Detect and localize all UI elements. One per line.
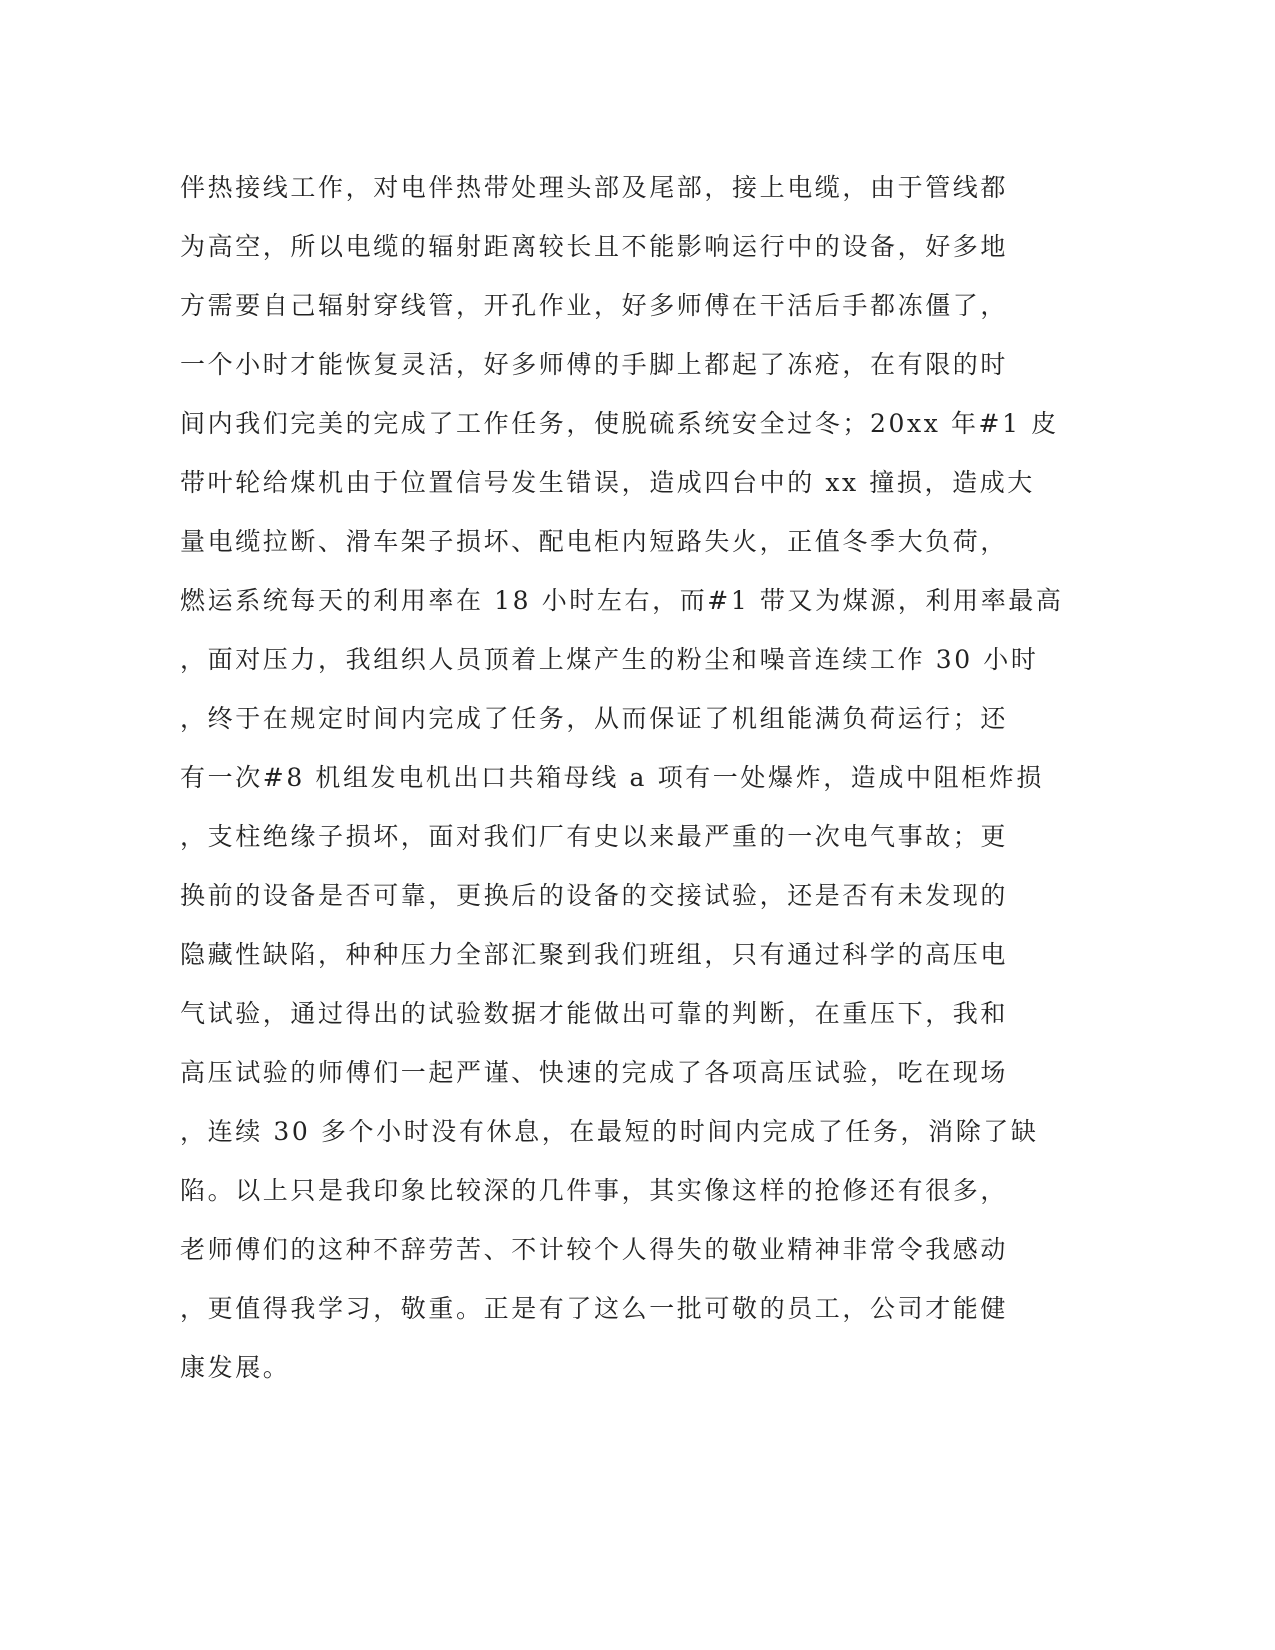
text-line: ，终于在规定时间内完成了任务，从而保证了机组能满负荷运行；还 — [180, 704, 1009, 733]
text-line: 间内我们完美的完成了工作任务，使脱硫系统安全过冬；20xx 年#1 皮 — [180, 409, 1059, 438]
text-line: 带叶轮给煤机由于位置信号发生错误，造成四台中的 xx 撞损，造成大 — [180, 468, 1035, 497]
text-line: 康发展。 — [180, 1353, 291, 1382]
text-line: 一个小时才能恢复灵活，好多师傅的手脚上都起了冻疮，在有限的时 — [180, 350, 1009, 379]
text-line: ，更值得我学习，敬重。正是有了这么一批可敬的员工，公司才能健 — [180, 1294, 1009, 1323]
text-line: 老师傅们的这种不辞劳苦、不计较个人得失的敬业精神非常令我感动 — [180, 1235, 1009, 1264]
text-line: ，连续 30 多个小时没有休息，在最短的时间内完成了任务，消除了缺 — [180, 1117, 1039, 1146]
body-text — [180, 158, 1064, 1397]
text-line: 方需要自己辐射穿线管，开孔作业，好多师傅在干活后手都冻僵了， — [180, 291, 1009, 320]
text-line: 陷。以上只是我印象比较深的几件事，其实像这样的抢修还有很多， — [180, 1176, 1009, 1205]
text-line: 换前的设备是否可靠，更换后的设备的交接试验，还是否有未发现的 — [180, 881, 1009, 910]
text-line: 燃运系统每天的利用率在 18 小时左右，而#1 带又为煤源，利用率最高 — [180, 586, 1064, 615]
text-line: ，支柱绝缘子损坏，面对我们厂有史以来最严重的一次电气事故；更 — [180, 822, 1009, 851]
text-line: ，面对压力，我组织人员顶着上煤产生的粉尘和噪音连续工作 30 小时 — [180, 645, 1039, 674]
text-line: 隐藏性缺陷，种种压力全部汇聚到我们班组，只有通过科学的高压电 — [180, 940, 1009, 969]
text-line: 有一次#8 机组发电机出口共箱母线 a 项有一处爆炸，造成中阻柜炸损 — [180, 763, 1045, 792]
text-line: 为高空，所以电缆的辐射距离较长且不能影响运行中的设备，好多地 — [180, 232, 1009, 261]
text-line: 高压试验的师傅们一起严谨、快速的完成了各项高压试验，吃在现场 — [180, 1058, 1009, 1087]
text-line: 量电缆拉断、滑车架子损坏、配电柜内短路失火，正值冬季大负荷， — [180, 527, 1009, 556]
text-line: 气试验，通过得出的试验数据才能做出可靠的判断，在重压下，我和 — [180, 999, 1009, 1028]
text-line: 伴热接线工作，对电伴热带处理头部及尾部，接上电缆，由于管线都 — [180, 173, 1009, 202]
